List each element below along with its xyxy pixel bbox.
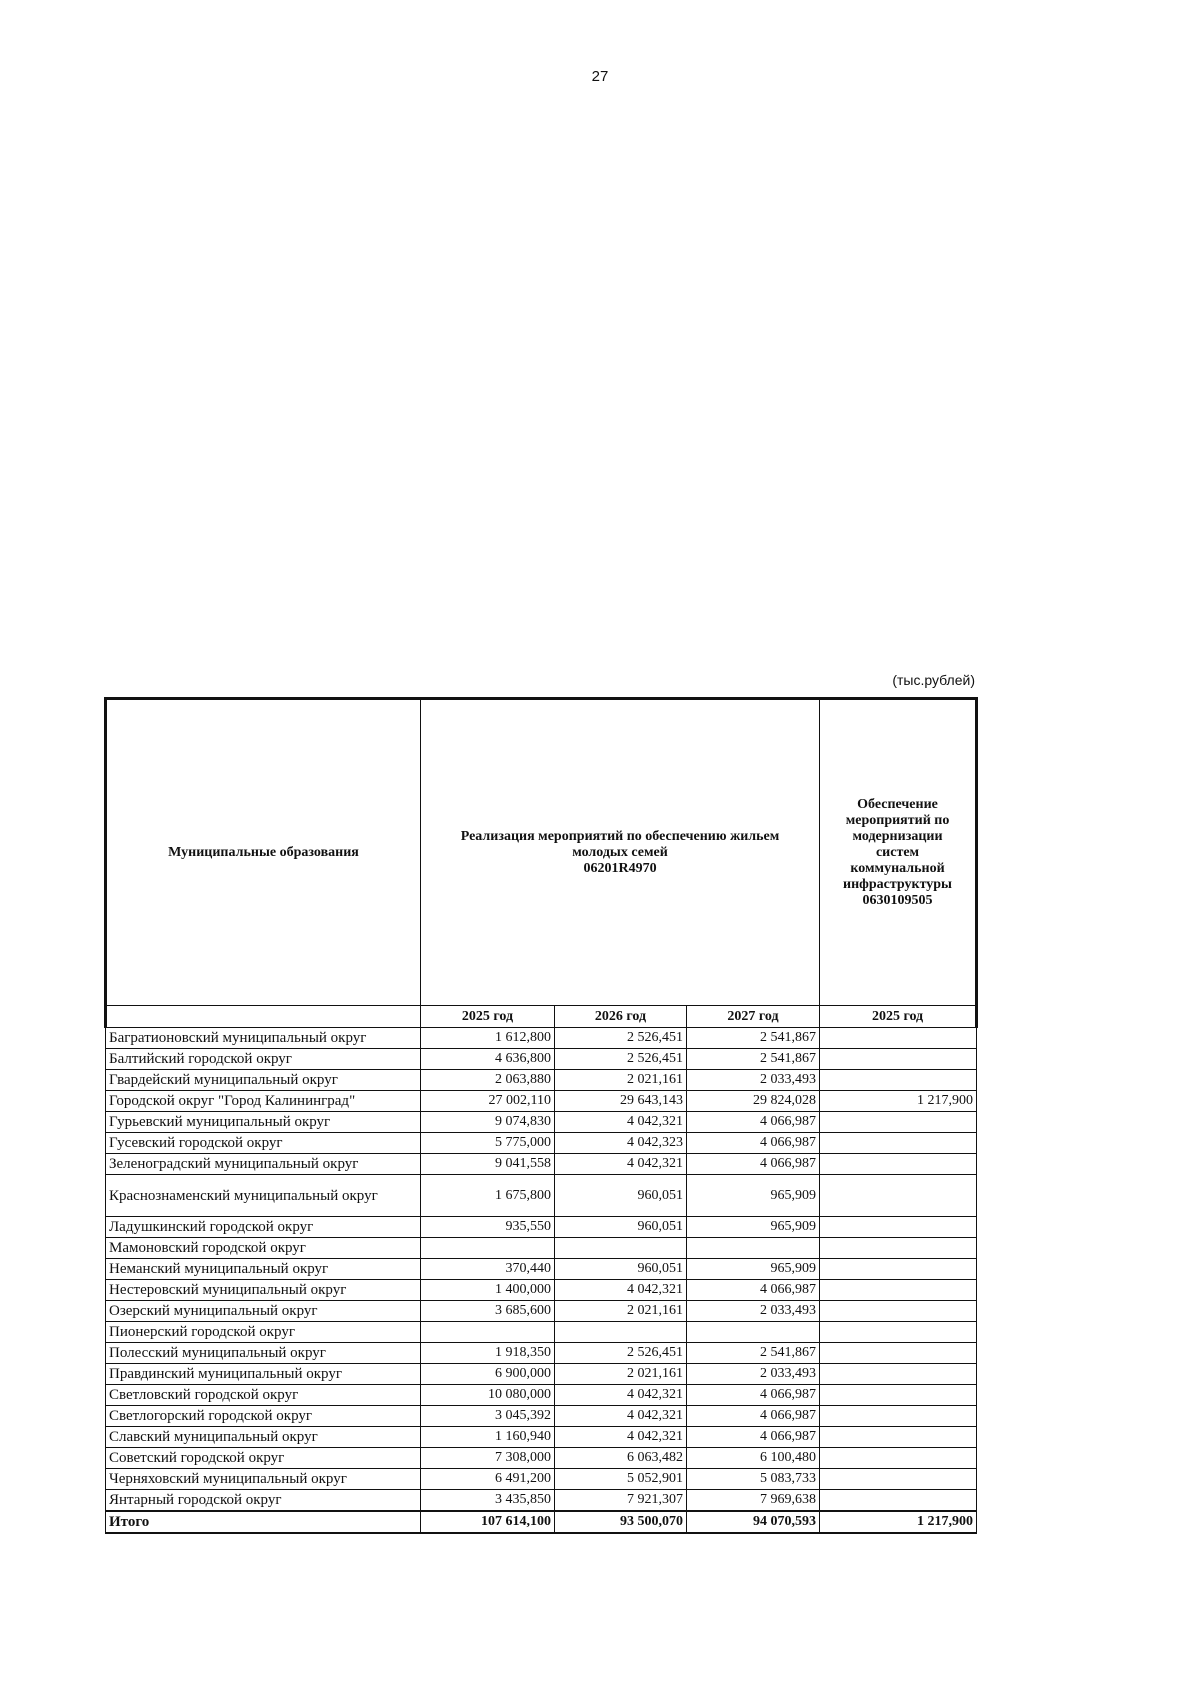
- housing-2026-value: 2 526,451: [555, 1049, 687, 1070]
- table-row: [106, 1469, 977, 1490]
- infrastructure-2025-value: [820, 1448, 977, 1469]
- infrastructure-2025-value: [820, 1238, 977, 1259]
- housing-2026-value: 4 042,321: [555, 1112, 687, 1133]
- housing-2025-value: 6 491,200: [421, 1469, 555, 1490]
- housing-2027-value: [687, 1322, 820, 1343]
- housing-2027-value: 2 541,867: [687, 1343, 820, 1364]
- infrastructure-2025-value: [820, 1133, 977, 1154]
- header-year-2025: 2025 год: [421, 1006, 555, 1028]
- housing-2025-value: [421, 1322, 555, 1343]
- housing-2026-value: [555, 1322, 687, 1343]
- infrastructure-2025-value: [820, 1112, 977, 1133]
- housing-2027-value: 4 066,987: [687, 1280, 820, 1301]
- housing-2026-value: 2 021,161: [555, 1070, 687, 1091]
- municipality-name: Ладушкинский городской округ: [106, 1217, 421, 1238]
- housing-2025-value: 935,550: [421, 1217, 555, 1238]
- header-year-2027: 2027 год: [687, 1006, 820, 1028]
- housing-2026-value: 2 526,451: [555, 1343, 687, 1364]
- infrastructure-2025-value: [820, 1217, 977, 1238]
- total-municipality-name: Итого: [106, 1511, 421, 1533]
- infrastructure-2025-value: [820, 1364, 977, 1385]
- total-infrastructure-2025-value: 1 217,900: [820, 1511, 977, 1533]
- municipality-name: Янтарный городской округ: [106, 1490, 421, 1512]
- infrastructure-2025-value: [820, 1385, 977, 1406]
- housing-2027-value: 4 066,987: [687, 1112, 820, 1133]
- housing-2027-value: 4 066,987: [687, 1427, 820, 1448]
- table-row: [106, 1280, 977, 1301]
- infrastructure-2025-value: [820, 1154, 977, 1175]
- total-housing-2027-value: 94 070,593: [687, 1511, 820, 1533]
- housing-2026-value: 5 052,901: [555, 1469, 687, 1490]
- municipality-name: Мамоновский городской округ: [106, 1238, 421, 1259]
- infra-program-line: Обеспечение: [857, 796, 938, 812]
- housing-2026-value: 4 042,321: [555, 1385, 687, 1406]
- header-municipalities: Муниципальные образования: [106, 699, 421, 1006]
- housing-2026-value: 29 643,143: [555, 1091, 687, 1112]
- infrastructure-2025-value: [820, 1469, 977, 1490]
- housing-2027-value: 7 969,638: [687, 1490, 820, 1512]
- infrastructure-2025-value: [820, 1175, 977, 1217]
- infrastructure-2025-value: [820, 1427, 977, 1448]
- housing-2025-value: 5 775,000: [421, 1133, 555, 1154]
- housing-2025-value: 27 002,110: [421, 1091, 555, 1112]
- housing-2026-value: 2 526,451: [555, 1028, 687, 1049]
- housing-2027-value: 2 033,493: [687, 1364, 820, 1385]
- total-housing-2025-value: 107 614,100: [421, 1511, 555, 1533]
- municipality-name: Гурьевский муниципальный округ: [106, 1112, 421, 1133]
- housing-2027-value: 6 100,480: [687, 1448, 820, 1469]
- municipality-name: Зеленоградский муниципальный округ: [106, 1154, 421, 1175]
- infrastructure-2025-value: [820, 1028, 977, 1049]
- municipality-name: Гвардейский муниципальный округ: [106, 1070, 421, 1091]
- infra-program-line: коммунальной: [850, 860, 945, 876]
- infrastructure-2025-value: [820, 1322, 977, 1343]
- header-row-programs: [106, 699, 977, 1006]
- infrastructure-2025-value: [820, 1280, 977, 1301]
- municipality-name: Городской округ "Город Калининград": [106, 1091, 421, 1112]
- housing-2027-value: 4 066,987: [687, 1154, 820, 1175]
- housing-2026-value: 6 063,482: [555, 1448, 687, 1469]
- municipality-name: Полесский муниципальный округ: [106, 1343, 421, 1364]
- housing-2025-value: 3 045,392: [421, 1406, 555, 1427]
- infrastructure-2025-value: [820, 1301, 977, 1322]
- table-row: [106, 1385, 977, 1406]
- header-row-years: [106, 1006, 977, 1028]
- housing-2026-value: 4 042,321: [555, 1280, 687, 1301]
- municipality-name: Правдинский муниципальный округ: [106, 1364, 421, 1385]
- header-infra-year-2025: 2025 год: [820, 1006, 977, 1028]
- housing-2025-value: 1 918,350: [421, 1343, 555, 1364]
- housing-2025-value: 9 041,558: [421, 1154, 555, 1175]
- municipality-name: Багратионовский муниципальный округ: [106, 1028, 421, 1049]
- infra-program-line: систем: [875, 844, 920, 860]
- table-row: [106, 1427, 977, 1448]
- total-row: [106, 1511, 977, 1533]
- housing-2027-value: 965,909: [687, 1175, 820, 1217]
- housing-2026-value: 4 042,321: [555, 1154, 687, 1175]
- housing-2027-value: 2 541,867: [687, 1049, 820, 1070]
- municipality-name: Гусевский городской округ: [106, 1133, 421, 1154]
- housing-2027-value: [687, 1238, 820, 1259]
- table-row: [106, 1028, 977, 1049]
- header-year-2026: 2026 год: [555, 1006, 687, 1028]
- table-row: [106, 1238, 977, 1259]
- housing-2026-value: 960,051: [555, 1175, 687, 1217]
- municipality-name: Неманский муниципальный округ: [106, 1259, 421, 1280]
- housing-2026-value: 960,051: [555, 1259, 687, 1280]
- page-number: 27: [591, 68, 609, 85]
- table-row: [106, 1406, 977, 1427]
- municipality-name: Нестеровский муниципальный округ: [106, 1280, 421, 1301]
- table-row: [106, 1154, 977, 1175]
- table-row: [106, 1091, 977, 1112]
- table-row: [106, 1112, 977, 1133]
- infrastructure-2025-value: [820, 1259, 977, 1280]
- housing-2027-value: 2 033,493: [687, 1070, 820, 1091]
- housing-2026-value: 4 042,321: [555, 1406, 687, 1427]
- table-row: [106, 1070, 977, 1091]
- municipality-name: Славский муниципальный округ: [106, 1427, 421, 1448]
- municipality-name: Советский городской округ: [106, 1448, 421, 1469]
- table-row: [106, 1322, 977, 1343]
- infrastructure-2025-value: [820, 1049, 977, 1070]
- housing-2027-value: 4 066,987: [687, 1385, 820, 1406]
- municipality-name: Пионерский городской округ: [106, 1322, 421, 1343]
- municipality-name: Озерский муниципальный округ: [106, 1301, 421, 1322]
- municipality-name: Черняховский муниципальный округ: [106, 1469, 421, 1490]
- infrastructure-2025-value: [820, 1490, 977, 1512]
- municipality-name: Светловский городской округ: [106, 1385, 421, 1406]
- table-row: [106, 1175, 977, 1217]
- total-housing-2026-value: 93 500,070: [555, 1511, 687, 1533]
- table-row: [106, 1259, 977, 1280]
- header-infrastructure-program: [820, 699, 977, 1006]
- table-row: [106, 1448, 977, 1469]
- housing-2025-value: 3 685,600: [421, 1301, 555, 1322]
- housing-2026-value: 4 042,323: [555, 1133, 687, 1154]
- housing-2027-value: 5 083,733: [687, 1469, 820, 1490]
- housing-2025-value: 10 080,000: [421, 1385, 555, 1406]
- table-row: [106, 1343, 977, 1364]
- infra-program-line: мероприятий по: [845, 812, 950, 828]
- housing-2025-value: 3 435,850: [421, 1490, 555, 1512]
- housing-2027-value: 29 824,028: [687, 1091, 820, 1112]
- housing-2026-value: 4 042,321: [555, 1427, 687, 1448]
- housing-2025-value: [421, 1238, 555, 1259]
- housing-2026-value: 2 021,161: [555, 1364, 687, 1385]
- housing-2027-value: 2 033,493: [687, 1301, 820, 1322]
- table-row: [106, 1133, 977, 1154]
- housing-2026-value: 2 021,161: [555, 1301, 687, 1322]
- housing-2027-value: 4 066,987: [687, 1133, 820, 1154]
- housing-2027-value: 965,909: [687, 1259, 820, 1280]
- infrastructure-2025-value: 1 217,900: [820, 1091, 977, 1112]
- housing-program-line: Реализация мероприятий по обеспечению жильем: [460, 828, 780, 844]
- infra-program-line: модернизации: [852, 828, 943, 844]
- infrastructure-2025-value: [820, 1343, 977, 1364]
- housing-2027-value: 965,909: [687, 1217, 820, 1238]
- table-row: [106, 1049, 977, 1070]
- housing-2026-value: [555, 1238, 687, 1259]
- housing-2027-value: 2 541,867: [687, 1028, 820, 1049]
- table-row: [106, 1364, 977, 1385]
- infrastructure-2025-value: [820, 1070, 977, 1091]
- budget-table: [104, 697, 978, 1534]
- housing-2025-value: 370,440: [421, 1259, 555, 1280]
- housing-2025-value: 7 308,000: [421, 1448, 555, 1469]
- housing-program-code: 06201R4970: [583, 860, 657, 876]
- housing-2025-value: 1 675,800: [421, 1175, 555, 1217]
- municipality-name: Балтийский городской округ: [106, 1049, 421, 1070]
- infrastructure-2025-value: [820, 1406, 977, 1427]
- table-row: [106, 1490, 977, 1512]
- table-row: [106, 1301, 977, 1322]
- housing-2025-value: 6 900,000: [421, 1364, 555, 1385]
- header-housing-program: [421, 699, 820, 1006]
- table-body: [106, 1028, 977, 1534]
- infra-program-code: 0630109505: [862, 892, 933, 908]
- housing-2025-value: 1 160,940: [421, 1427, 555, 1448]
- housing-2026-value: 960,051: [555, 1217, 687, 1238]
- header-blank: [106, 1006, 421, 1028]
- municipality-name: Краснознаменский муниципальный округ: [106, 1175, 421, 1217]
- housing-2027-value: 4 066,987: [687, 1406, 820, 1427]
- housing-2025-value: 4 636,800: [421, 1049, 555, 1070]
- units-note: (тыс.рублей): [892, 672, 975, 688]
- housing-2025-value: 1 400,000: [421, 1280, 555, 1301]
- infra-program-line: инфраструктуры: [843, 876, 952, 892]
- municipality-name: Светлогорский городской округ: [106, 1406, 421, 1427]
- table-row: [106, 1217, 977, 1238]
- housing-2026-value: 7 921,307: [555, 1490, 687, 1512]
- housing-2025-value: 9 074,830: [421, 1112, 555, 1133]
- housing-program-line: молодых семей: [572, 844, 668, 860]
- housing-2025-value: 2 063,880: [421, 1070, 555, 1091]
- housing-2025-value: 1 612,800: [421, 1028, 555, 1049]
